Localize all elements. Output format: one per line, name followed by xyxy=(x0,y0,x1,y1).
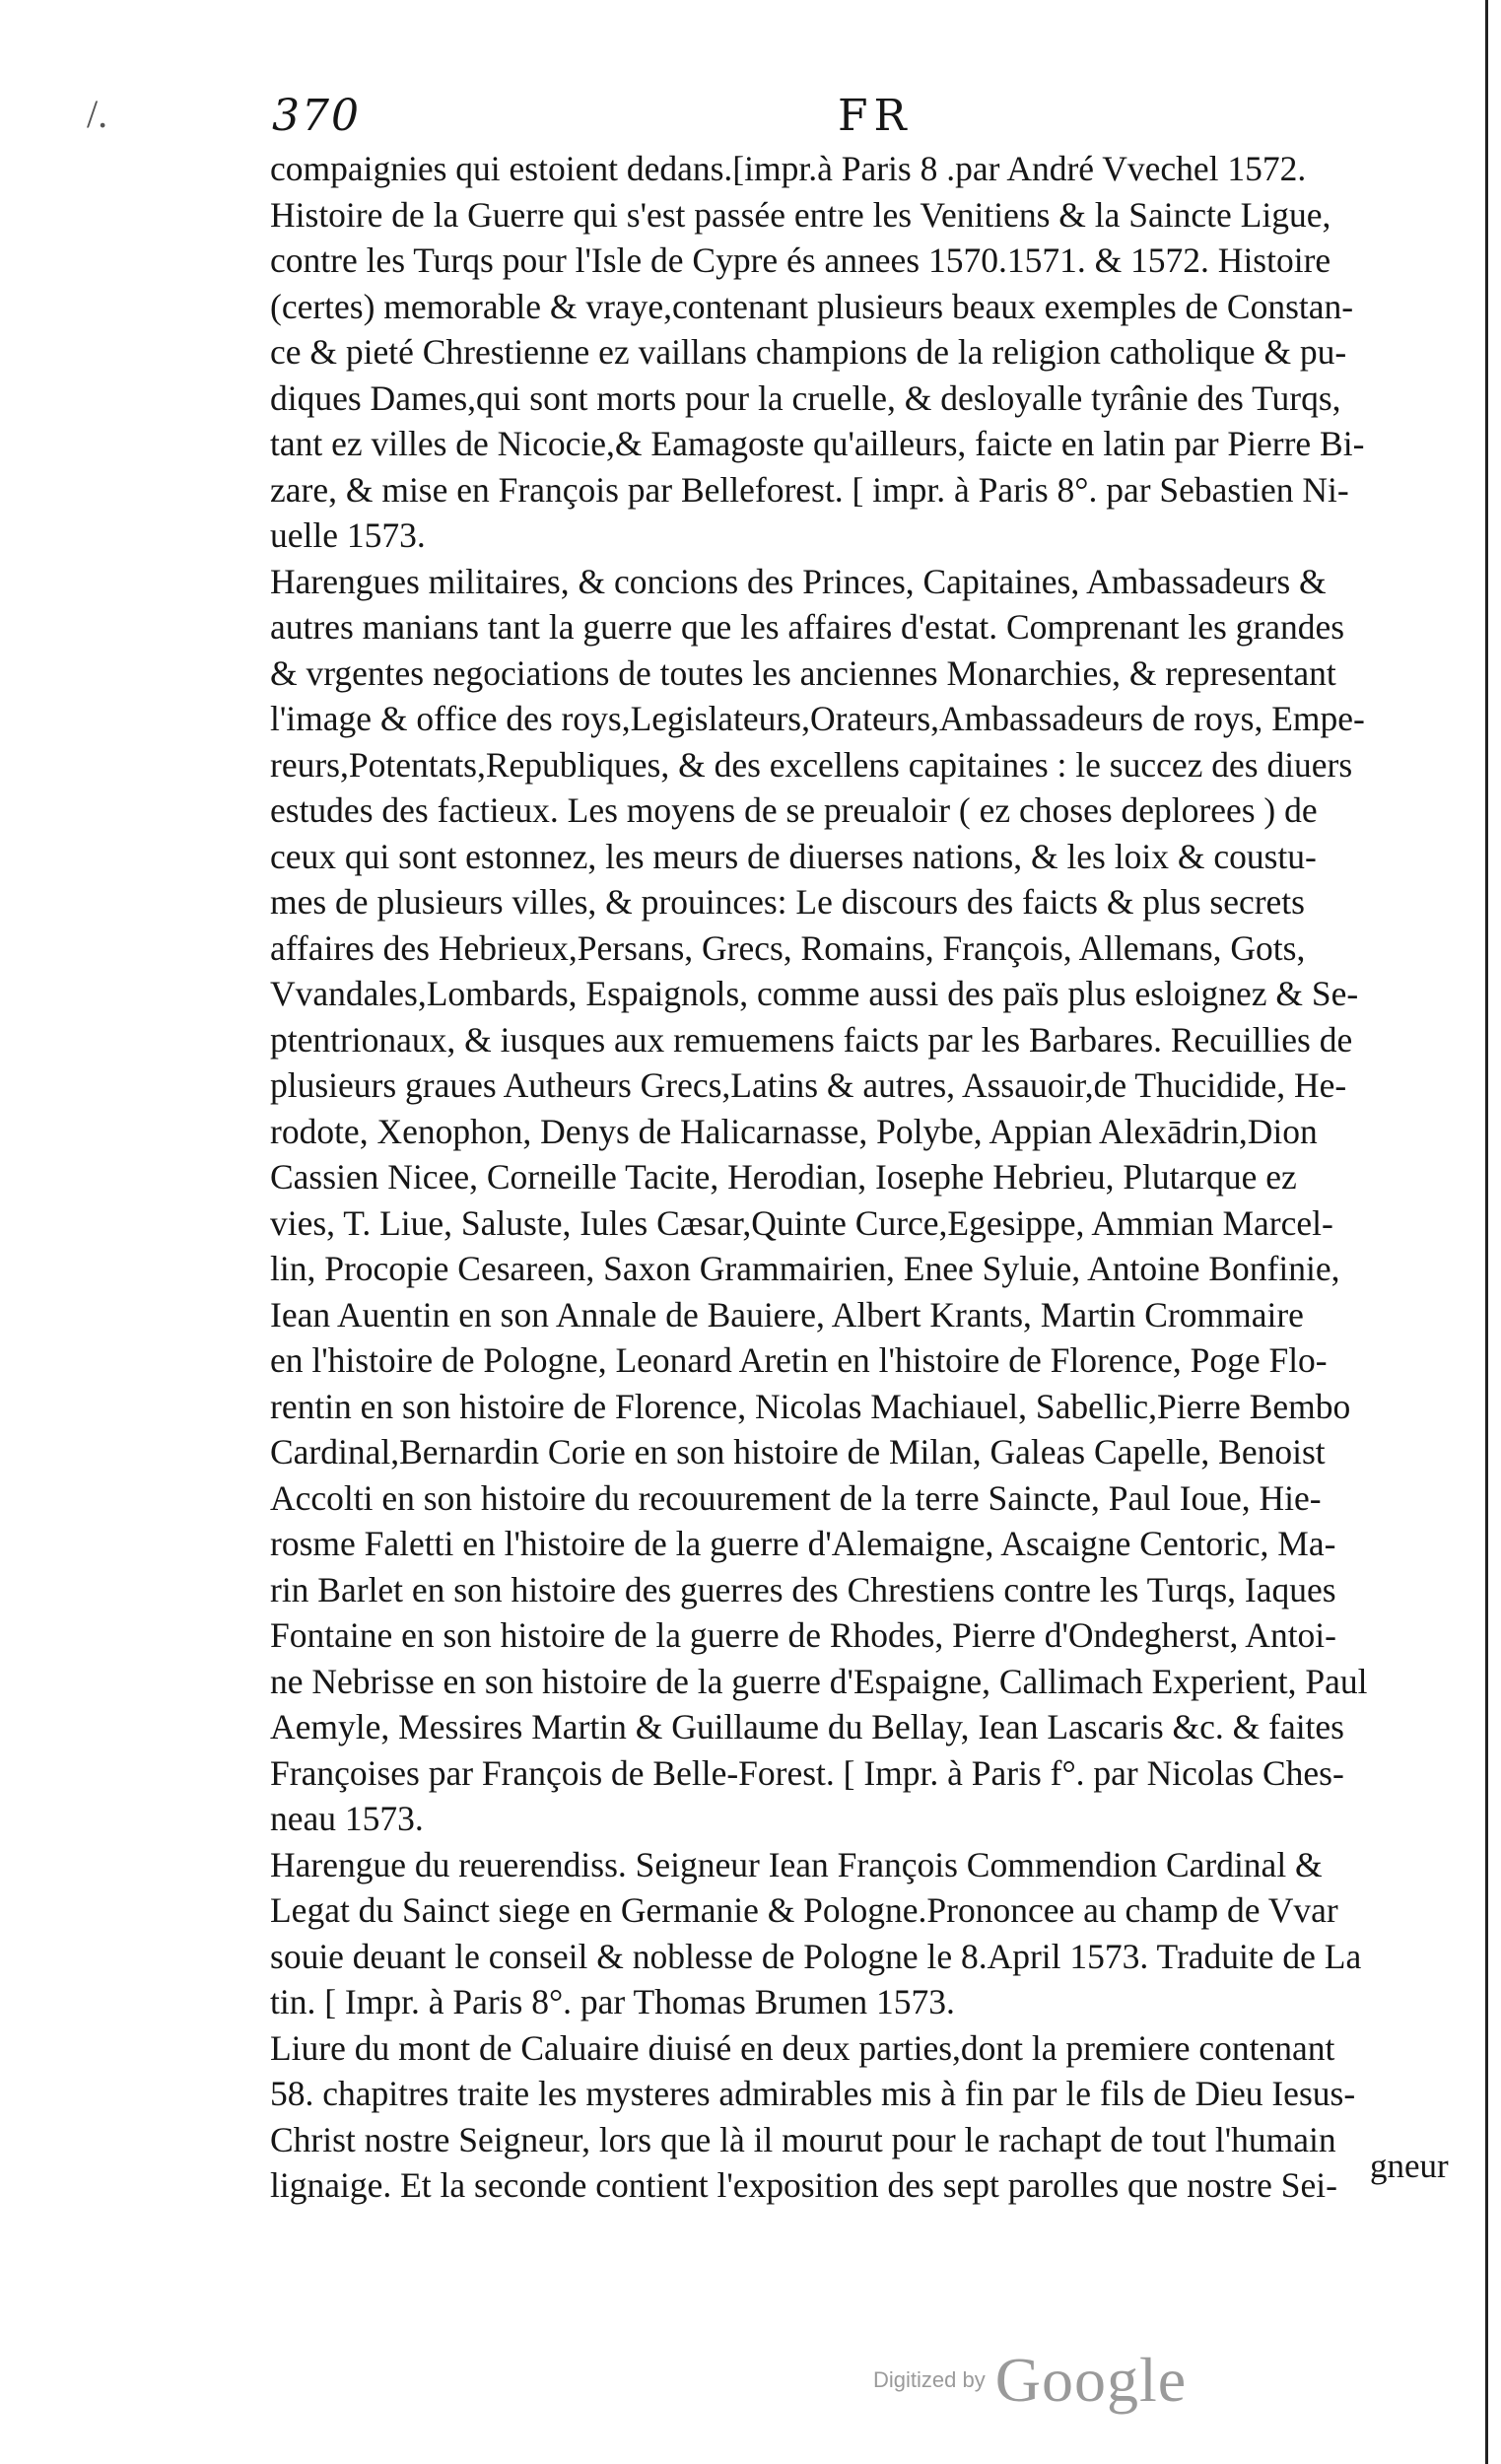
catchword: gneur xyxy=(1370,2147,1449,2185)
running-head: FR xyxy=(838,91,913,141)
digitized-by-watermark xyxy=(873,2344,1187,2417)
text-line: ceux qui sont estonnez, les meurs de diuerses nations, & les loix & coustu- xyxy=(270,836,1317,876)
text-line: Christ nostre Seigneur, lors que là il mourut pour le rachapt de tout l'humain xyxy=(270,2119,1336,2159)
text-line: l'image & office des roys,Legislateurs,Orateurs,Ambassadeurs de roys, Empe- xyxy=(270,699,1365,738)
page-number: 370 xyxy=(272,91,361,141)
text-line: lin, Procopie Cesareen, Saxon Grammairien, Enee Syluie, Antoine Bonfinie, xyxy=(270,1249,1340,1288)
page-edge-line xyxy=(1485,0,1488,2464)
text-line: Françoises par François de Belle-Forest. [ Impr. à Paris f°. par Nicolas Ches- xyxy=(270,1752,1344,1793)
text-line: ce & pieté Chrestienne ez vaillans champions de la religion catholique & pu- xyxy=(270,332,1347,372)
text-line: reurs,Potentats,Republiques, & des excellens capitaines : le succez des diuers xyxy=(270,744,1353,785)
page-edge-shadow xyxy=(1477,0,1495,2464)
text-line: tant ez villes de Nicocie,& Eamagoste qu'ailleurs, faicte en latin par Pierre Bi- xyxy=(270,424,1365,463)
margin-annotation-mark: /. xyxy=(87,92,108,136)
text-line: neau 1573. xyxy=(270,1799,424,1838)
text-line: ne Nebrisse en son histoire de la guerre d'Espaigne, Callimach Experient, Paul xyxy=(270,1661,1368,1701)
body-text xyxy=(270,146,1457,2209)
text-line: rosme Faletti en l'histoire de la guerre d'Alemaigne, Ascaigne Centoric, Ma- xyxy=(270,1524,1336,1563)
text-line: diques Dames,qui sont morts pour la cruelle, & desloyalle tyrânie des Turqs, xyxy=(270,377,1341,418)
text-line: Histoire de la Guerre qui s'est passée entre les Venitiens & la Saincte Ligue, xyxy=(270,194,1331,235)
text-line: ptentrionaux, & iusques aux remuemens faicts par les Barbares. Recuillies de xyxy=(270,1019,1353,1060)
text-line: lignaige. Et la seconde contient l'exposition des sept parolles que nostre Sei- xyxy=(270,2165,1337,2205)
text-line: Harengue du reuerendiss. Seigneur Iean François Commendion Cardinal & xyxy=(270,1844,1323,1884)
google-logo: Google xyxy=(994,2345,1188,2415)
text-line: rentin en son histoire de Florence, Nicolas Machiauel, Sabellic,Pierre Bembo xyxy=(270,1386,1351,1426)
text-line: autres manians tant la guerre que les affaires d'estat. Comprenant les grandes xyxy=(270,607,1345,647)
text-line: Cassien Nicee, Corneille Tacite, Herodian, Iosephe Hebrieu, Plutarque ez xyxy=(270,1157,1297,1197)
text-line: Legat du Sainct siege en Germanie & Pologne.Prononcee au champ de Vvar xyxy=(270,1890,1338,1930)
text-line: Cardinal,Bernardin Corie en son histoire de Milan, Galeas Capelle, Benoist xyxy=(270,1432,1326,1472)
text-line: Liure du mont de Caluaire diuisé en deux parties,dont la premiere contenant xyxy=(270,2027,1335,2068)
text-line: contre les Turqs pour l'Isle de Cypre és annees 1570.1571. & 1572. Histoire xyxy=(270,240,1331,280)
text-line: rodote, Xenophon, Denys de Halicarnasse, Polybe, Appian Alexādrin,Dion xyxy=(270,1111,1318,1151)
text-line: mes de plusieurs villes, & prouinces: Le discours des faicts & plus secrets xyxy=(270,882,1305,922)
text-line: Aemyle, Messires Martin & Guillaume du Bellay, Iean Lascaris &c. & faites xyxy=(270,1707,1344,1746)
text-line: tin. [ Impr. à Paris 8°. par Thomas Brumen 1573. xyxy=(270,1982,955,2021)
text-line: Fontaine en son histoire de la guerre de Rhodes, Pierre d'Ondegherst, Antoi- xyxy=(270,1615,1336,1655)
text-line: compaignies qui estoient dedans.[impr.à Paris 8 .par André Vvechel 1572. xyxy=(270,149,1307,188)
text-line: & vrgentes negociations de toutes les anciennes Monarchies, & representant xyxy=(270,652,1336,693)
text-line: uelle 1573. xyxy=(270,515,426,555)
text-line: 58. chapitres traite les mysteres admirables mis à fin par le fils de Dieu Iesus- xyxy=(270,2074,1356,2113)
text-line: Accolti en son histoire du recouurement de la terre Saincte, Paul Ioue, Hie- xyxy=(270,1477,1322,1518)
text-line: Harengues militaires, & concions des Princes, Capitaines, Ambassadeurs & xyxy=(270,561,1327,601)
text-line: estudes des factieux. Les moyens de se preualoir ( ez choses deplorees ) de xyxy=(270,790,1318,830)
text-line: Iean Auentin en son Annale de Bauiere, Albert Krants, Martin Crommaire xyxy=(270,1294,1304,1335)
text-line: affaires des Hebrieux,Persans, Grecs, Romains, François, Allemans, Gots, xyxy=(270,927,1306,968)
text-line: plusieurs graues Autheurs Grecs,Latins & autres, Assauoir,de Thucidide, He- xyxy=(270,1065,1347,1105)
text-line: souie deuant le conseil & noblesse de Pologne le 8.April 1573. Traduite de La xyxy=(270,1936,1362,1976)
text-line: (certes) memorable & vraye,contenant plusieurs beaux exemples de Constan- xyxy=(270,286,1354,326)
watermark-prefix: Digitized by xyxy=(873,2367,986,2392)
text-line: vies, T. Liue, Saluste, Iules Cæsar,Quinte Curce,Egesippe, Ammian Marcel- xyxy=(270,1202,1333,1243)
text-line: rin Barlet en son histoire des guerres des Chrestiens contre les Turqs, Iaques xyxy=(270,1569,1336,1609)
text-line: Vvandales,Lombards, Espaignols, comme aussi des païs plus esloignez & Se- xyxy=(270,974,1359,1013)
text-line: zare, & mise en François par Belleforest. [ impr. à Paris 8°. par Sebastien Ni- xyxy=(270,469,1349,510)
text-line: en l'histoire de Pologne, Leonard Aretin en l'histoire de Florence, Poge Flo- xyxy=(270,1340,1328,1380)
